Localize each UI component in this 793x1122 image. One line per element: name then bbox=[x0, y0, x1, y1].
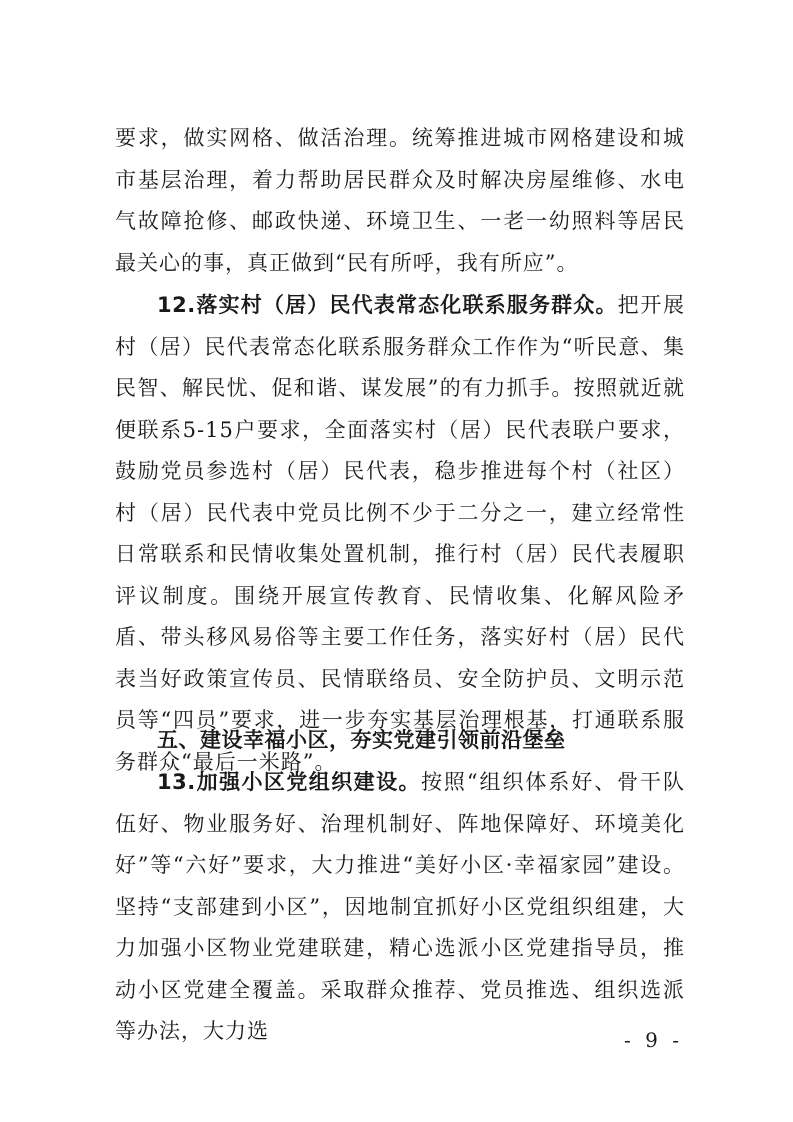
page-number: - 9 - bbox=[624, 1028, 683, 1052]
item-13-heading: 13.加强小区党组织建设。 bbox=[157, 770, 421, 794]
item-12-heading: 12.落实村（居）民代表常态化联系服务群众。 bbox=[157, 293, 618, 317]
item-13-text: 按照“组织体系好、骨干队伍好、物业服务好、治理机制好、阵地保障好、环境美化好”等“六好”要求，大力推进“美好小区·幸福家园”建设。坚持“支部建到小区”，因地制宜抓好小区党组织组建，大力加强小区物业党建联建，精心选派小区党建指导员，推动小区党建全覆盖。采取群众推荐、党员推选、组织选派等办法，大力选 bbox=[115, 770, 685, 1043]
paragraph-item-12 bbox=[115, 285, 685, 783]
item-12-text: 把开展村（居）民代表常态化联系服务群众工作作为“听民意、集民智、解民忧、促和谐、谋发展”的有力抓手。按照就近就便联系5-15户要求，全面落实村（居）民代表联户要求，鼓励党员参选村（居）民代表，稳步推进每个村（社区）村（居）民代表中党员比例不少于二分之一，建立经常性日常联系和民情收集处置机制，推行村（居）民代表履职评议制度。围绕开展宣传教育、民情收集、化解风险矛盾、带头移风易俗等主要工作任务，落实好村（居）民代表当好政策宣传员、民情联络员、安全防护员、文明示范员等“四员”要求，进一步夯实基层治理根基，打通联系服务群众“最后一米路”。 bbox=[115, 293, 686, 774]
paragraph-item-13 bbox=[115, 762, 685, 1053]
paragraph-text: 要求，做实网格、做活治理。统筹推进城市网格建设和城市基层治理，着力帮助居民群众及时解决房屋维修、水电气故障抢修、邮政快递、环境卫生、一老一幼照料等居民最关心的事，真正做到“民有所呼，我有所应”。 bbox=[115, 126, 685, 275]
section-heading-5: 五、建设幸福小区，夯实党建引领前沿堡垒 bbox=[157, 728, 566, 752]
paragraph-continuation bbox=[115, 118, 685, 284]
